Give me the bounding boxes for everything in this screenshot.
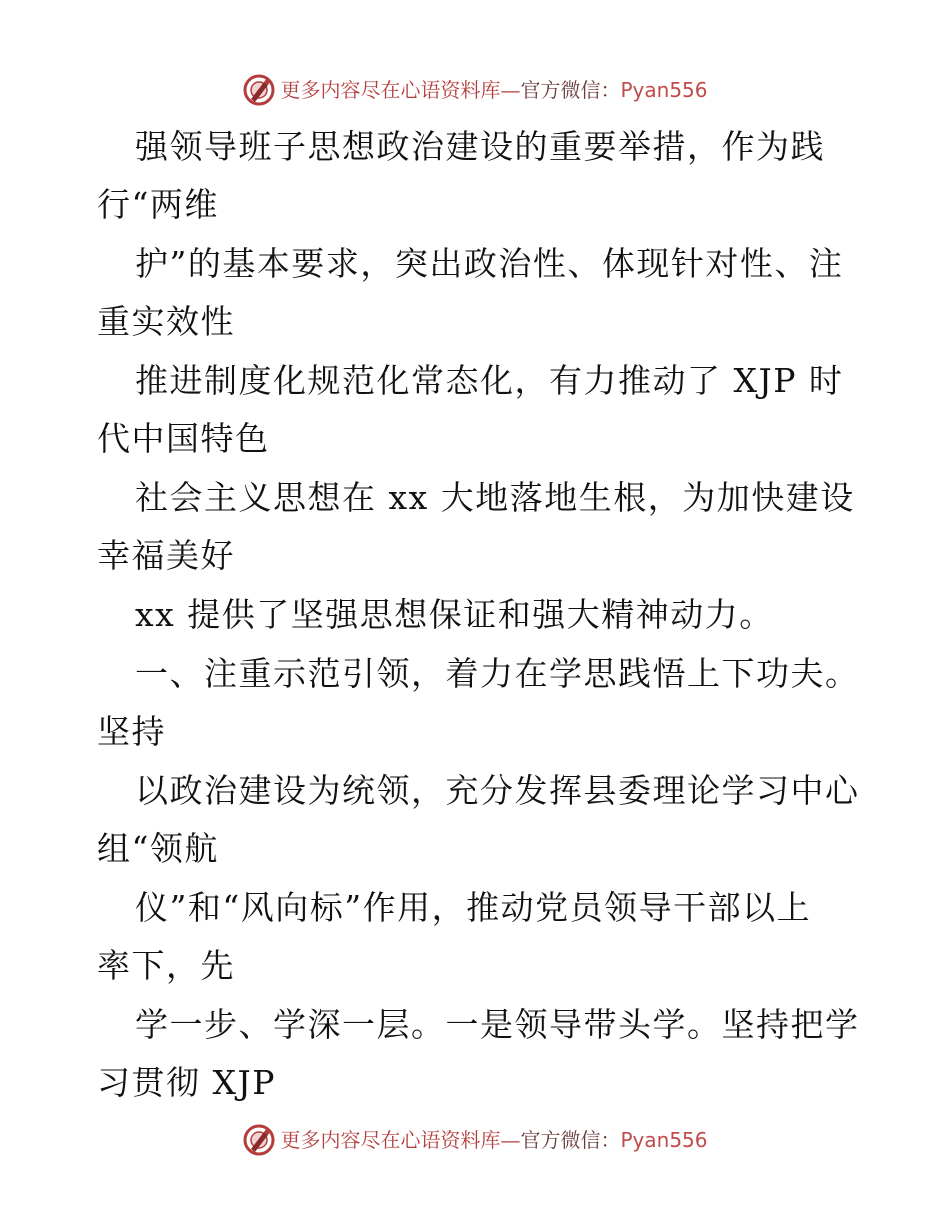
body-line: 推进制度化规范化常态化，有力推动了 XJP 时 — [135, 361, 844, 400]
body-line: xx 提供了坚强思想保证和强大精神动力。 — [135, 595, 774, 634]
body-line: 行“两维 — [97, 185, 219, 224]
pen-seal-logo-icon — [242, 73, 276, 107]
body-line: 坚持 — [97, 712, 166, 751]
body-line: 仪”和“风向标”作用，推动党员领导干部以上 — [135, 888, 812, 927]
banner-text: 更多内容尽在心语资料库—官方微信：Pyan556 — [280, 78, 708, 102]
body-line: 率下，先 — [97, 946, 235, 985]
banner-text: 更多内容尽在心语资料库—官方微信：Pyan556 — [280, 1128, 708, 1152]
body-line: 社会主义思想在 xx 大地落地生根，为加快建设 — [135, 478, 855, 517]
body-line: 学一步、学深一层。一是领导带头学。坚持把学 — [135, 1005, 860, 1044]
header-banner — [0, 70, 950, 110]
wechat-id: Pyan556 — [620, 78, 708, 102]
footer-banner — [0, 1120, 950, 1160]
wechat-label: 官方微信： — [520, 1128, 621, 1152]
wechat-label: 官方微信： — [520, 78, 621, 102]
body-line: 重实效性 — [97, 302, 235, 341]
body-line: 组“领航 — [97, 829, 219, 868]
wechat-id: Pyan556 — [620, 1128, 708, 1152]
body-line: 以政治建设为统领，充分发挥县委理论学习中心 — [135, 771, 860, 810]
body-line: 代中国特色 — [97, 419, 270, 458]
pen-seal-logo-icon — [242, 1123, 276, 1157]
body-line: 习贯彻 XJP — [97, 1063, 276, 1102]
body-line: 护”的基本要求，突出政治性、体现针对性、注 — [135, 244, 844, 283]
section-heading-line: 一、注重示范引领，着力在学思践悟上下功夫。 — [135, 654, 860, 693]
body-line: 幸福美好 — [97, 536, 235, 575]
body-line: 强领导班子思想政治建设的重要举措，作为践 — [135, 127, 825, 166]
